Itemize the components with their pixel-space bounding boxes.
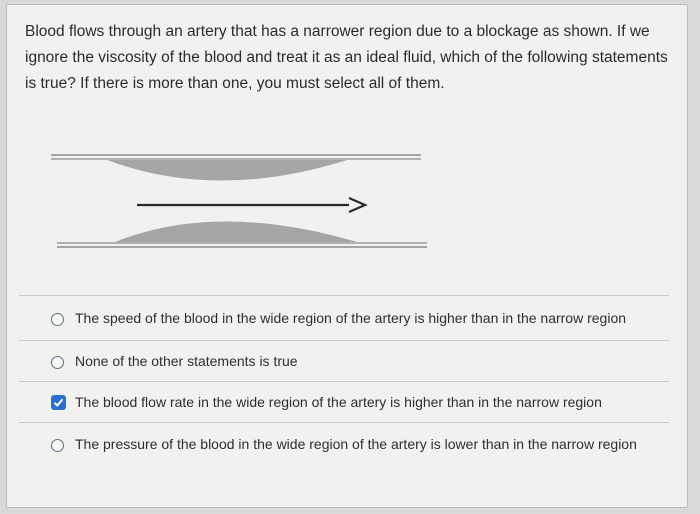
answer-option[interactable] [19, 296, 669, 340]
artery-top-wall [51, 155, 421, 159]
answer-option-text: The pressure of the blood in the wide region of the artery is lower than in the narrow region [75, 436, 637, 452]
question-text: Blood flows through an artery that has a narrower region due to a blockage as shown. If we ignore the viscosity of the blood and treat it as an ideal fluid, which of the following statements is true? If there is more than one, you must select all of them. [25, 23, 668, 92]
bottom-blockage [115, 222, 357, 243]
radio-button-icon[interactable] [51, 356, 64, 369]
answer-option-selected[interactable] [19, 382, 669, 422]
answer-option-text: None of the other statements is true [75, 353, 298, 369]
artery-bottom-wall [57, 243, 427, 247]
artery-diagram [47, 149, 437, 261]
answer-options [19, 295, 669, 487]
radio-button-icon[interactable] [51, 313, 64, 326]
answer-option-text: The blood flow rate in the wide region of the artery is higher than in the narrow region [75, 394, 602, 410]
answer-option[interactable] [19, 341, 669, 381]
flow-arrow-icon [137, 198, 365, 212]
checkmark-icon[interactable] [51, 395, 66, 410]
question-card [6, 4, 688, 508]
answer-option[interactable] [19, 423, 669, 487]
top-blockage [107, 160, 347, 181]
answer-option-text: The speed of the blood in the wide region of the artery is higher than in the narrow region [75, 310, 627, 326]
radio-button-icon[interactable] [51, 439, 64, 452]
